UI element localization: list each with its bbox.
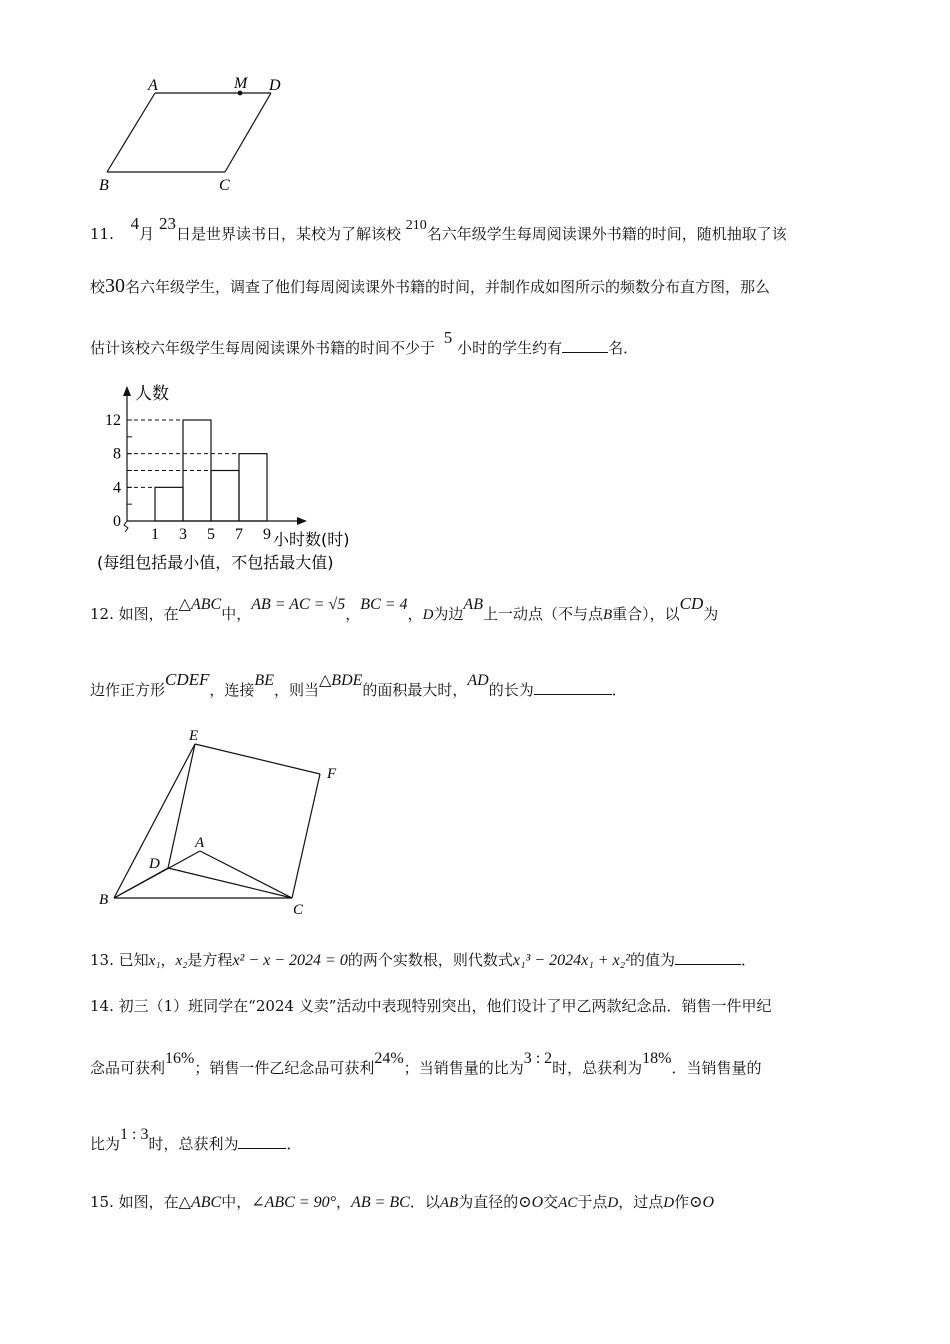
q12-line1: 12. 如图，在△ABC中，AB = AC = √5，BC = 4，D为边AB上一动点（不与点B重合），以CD为 bbox=[90, 594, 719, 623]
q11-line2: 校30名六年级学生，调查了他们每周阅读课外书籍的时间，并制作成如图所示的频数分布直方图，那么 bbox=[90, 275, 771, 297]
histogram-bar bbox=[239, 454, 267, 521]
label-b: B bbox=[99, 892, 109, 908]
q11-line3: 估计该校六年级学生每周阅读课外书籍的时间不少于 5 小时的学生约有 名． bbox=[90, 328, 639, 357]
y-axis-label: 人数 bbox=[135, 384, 169, 404]
label-d: D bbox=[149, 856, 160, 872]
q14-number: 14. bbox=[90, 997, 114, 1015]
label-e: E bbox=[189, 728, 199, 744]
label-b: B bbox=[99, 177, 109, 194]
q14-answer-blank[interactable] bbox=[238, 1134, 286, 1149]
q12-line2: 边作正方形CDEF，连接BE，则当△BDE的面积最大时，AD的长为 ． bbox=[90, 670, 627, 699]
x-tick-label: 9 bbox=[263, 526, 271, 543]
q15-line1: 15. 如图，在△ABC中，∠ABC = 90°，AB = BC．以AB为直径的⊙O交AC于点D，过点D作⊙O bbox=[90, 1193, 715, 1211]
x-axis-arrow-icon bbox=[297, 517, 307, 525]
q12-answer-blank[interactable] bbox=[534, 680, 612, 695]
q11-line1: 11. 4月 23日是世界读书日，某校为了解该校 210名六年级学生每周阅读课外书籍的时间，随机抽取了该 bbox=[90, 214, 787, 243]
label-a: A bbox=[148, 77, 158, 94]
q13-line: 13. 已知x₁，x₂是方程x² − x − 2024 = 0的两个实数根，则代数式x₁³ − 2024x₁ + x₂²的值为 ． bbox=[90, 951, 757, 969]
label-m: M bbox=[234, 75, 248, 92]
y-axis-arrow-icon bbox=[123, 386, 131, 396]
square-triangle-figure bbox=[95, 722, 355, 922]
x-tick-label: 7 bbox=[235, 526, 243, 543]
x-tick-label: 3 bbox=[179, 526, 187, 543]
y-tick-label: 4 bbox=[113, 479, 121, 497]
x-tick-label: 1 bbox=[151, 526, 159, 543]
label-c: C bbox=[293, 902, 304, 918]
x-axis-label: 小时数(时) bbox=[273, 530, 350, 549]
y-tick-label: 12 bbox=[105, 412, 121, 429]
x-tick-label: 5 bbox=[207, 526, 215, 543]
axis-break-icon bbox=[124, 521, 128, 532]
label-c: C bbox=[219, 177, 230, 194]
label-d: D bbox=[269, 77, 281, 94]
q14-line2: 念品可获利16%；销售一件乙纪念品可获利24%；当销售量的比为3 : 2时，总获利为18%．当销售量的 bbox=[90, 1050, 762, 1077]
label-a: A bbox=[195, 835, 205, 851]
q13-answer-blank[interactable] bbox=[675, 950, 741, 965]
histogram-bar bbox=[155, 487, 183, 521]
q15-number: 15. bbox=[90, 1193, 114, 1211]
histogram-chart bbox=[95, 380, 395, 580]
q13-number: 13. bbox=[90, 951, 114, 969]
q14-line3: 比为1 : 3时，总获利为 ． bbox=[90, 1126, 302, 1153]
q12-number: 12. bbox=[90, 605, 114, 623]
y-tick-label: 8 bbox=[113, 445, 121, 463]
q11-answer-blank[interactable] bbox=[562, 338, 608, 353]
q14-line1: 14. 初三（1）班同学在“2024 义卖”活动中表现特别突出，他们设计了甲乙两款纪念品．销售一件甲纪 bbox=[90, 997, 772, 1015]
q11-number: 11. bbox=[90, 225, 114, 243]
chart-note: (每组包括最小值，不包括最大值) bbox=[97, 553, 334, 572]
parallelogram-figure bbox=[95, 70, 295, 200]
histogram-bar bbox=[211, 471, 239, 522]
y-tick-label: 0 bbox=[113, 513, 121, 530]
label-f: F bbox=[327, 766, 337, 782]
